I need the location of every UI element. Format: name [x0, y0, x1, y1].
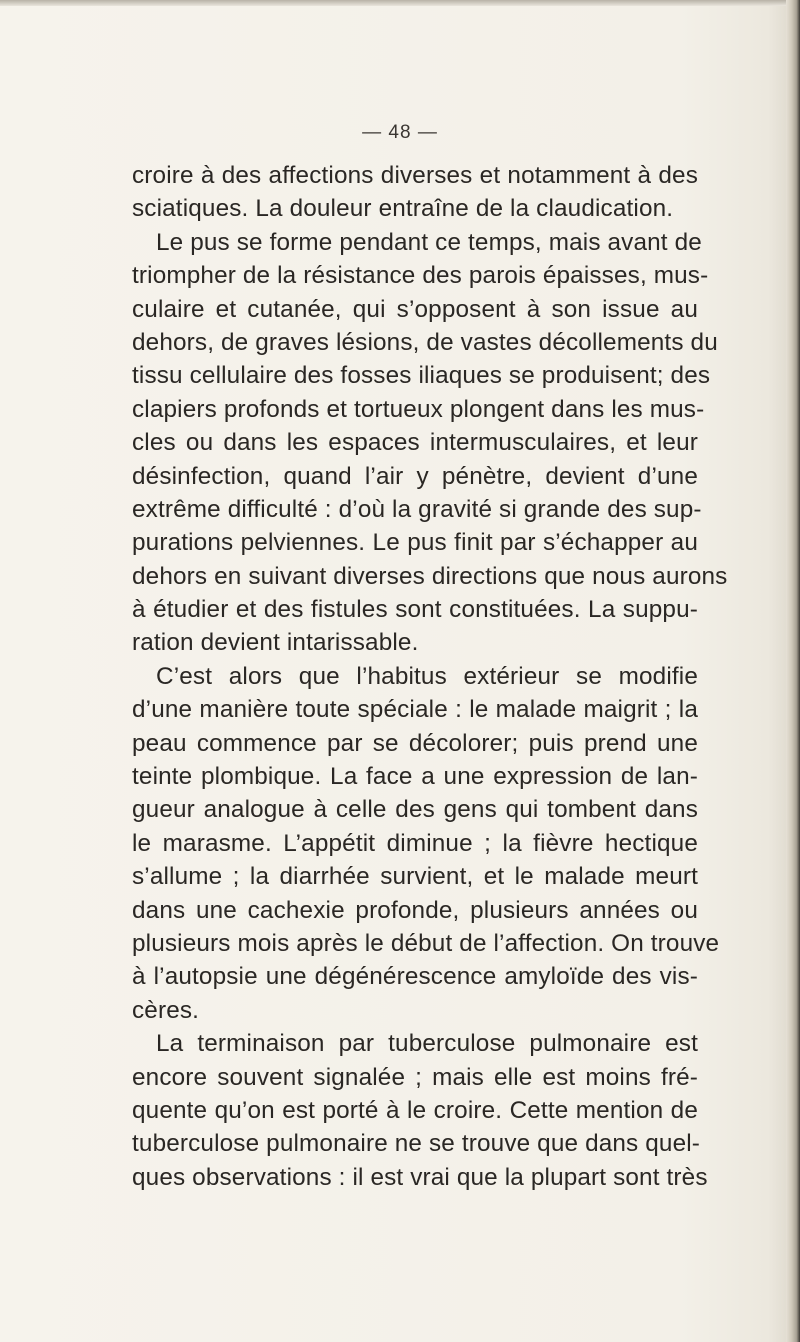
text-line: quente qu’on est porté à le croire. Cette mention de	[132, 1096, 698, 1124]
text-line: Le pus se forme pendant ce temps, mais avant de	[156, 228, 702, 256]
text-line: teinte plombique. La face a une expression de lan-	[132, 763, 698, 791]
text-line: culaire et cutanée, qui s’opposent à son issue au	[132, 295, 698, 323]
text-line: sciatiques. La douleur entraîne de la claudication.	[132, 195, 674, 223]
text-line: encore souvent signalée ; mais elle est moins fré-	[132, 1063, 698, 1091]
text-line: à l’autopsie une dégénérescence amyloïde des vis-	[132, 963, 698, 991]
text-line: triompher de la résistance des parois épaisses, mus-	[132, 262, 709, 290]
text-line: clapiers profonds et tortueux plongent dans les mus-	[132, 395, 705, 423]
page-number: — 48 —	[362, 122, 438, 143]
text-line: croire à des affections diverses et notamment à des	[132, 162, 698, 189]
text-line: plusieurs mois après le début de l’affection. On trouve	[132, 929, 720, 957]
text-line: extrême difficulté : d’où la gravité si grande des sup-	[132, 495, 702, 523]
body-text	[132, 159, 728, 1194]
text-line: tuberculose pulmonaire ne se trouve que dans quel-	[132, 1130, 701, 1158]
text-line: dehors, de graves lésions, de vastes décollements du	[132, 328, 718, 356]
page-binding-edge	[786, 0, 800, 1342]
text-line: gueur analogue à celle des gens qui tombent dans	[132, 796, 698, 824]
text-line: le marasme. L’appétit diminue ; la fièvre hectique	[132, 829, 698, 857]
page-top-shadow	[0, 0, 800, 6]
text-line: purations pelviennes. Le pus finit par s’échapper au	[132, 529, 698, 557]
text-line: C’est alors que l’habitus extérieur se modifie	[156, 662, 698, 690]
text-line: peau commence par se décolorer; puis prend une	[132, 729, 698, 757]
text-line: dehors en suivant diverses directions que nous aurons	[132, 562, 728, 590]
text-line: ques observations : il est vrai que la plupart sont très	[132, 1163, 708, 1191]
text-line: à étudier et des fistules sont constituées. La suppu-	[132, 596, 698, 624]
text-line: d’une manière toute spéciale : le malade maigrit ; la	[132, 696, 698, 724]
text-line: s’allume ; la diarrhée survient, et le malade meurt	[132, 863, 698, 891]
text-line: cles ou dans les espaces intermusculaires, et leur	[132, 429, 698, 457]
text-line: désinfection, quand l’air y pénètre, devient d’une	[132, 462, 698, 490]
text-line: ration devient intarissable.	[132, 629, 419, 657]
text-line: cères.	[132, 996, 200, 1024]
text-line: dans une cachexie profonde, plusieurs années ou	[132, 896, 698, 924]
text-line: La terminaison par tuberculose pulmonaire est	[156, 1030, 698, 1058]
text-line: tissu cellulaire des fosses iliaques se produisent; des	[132, 362, 711, 390]
